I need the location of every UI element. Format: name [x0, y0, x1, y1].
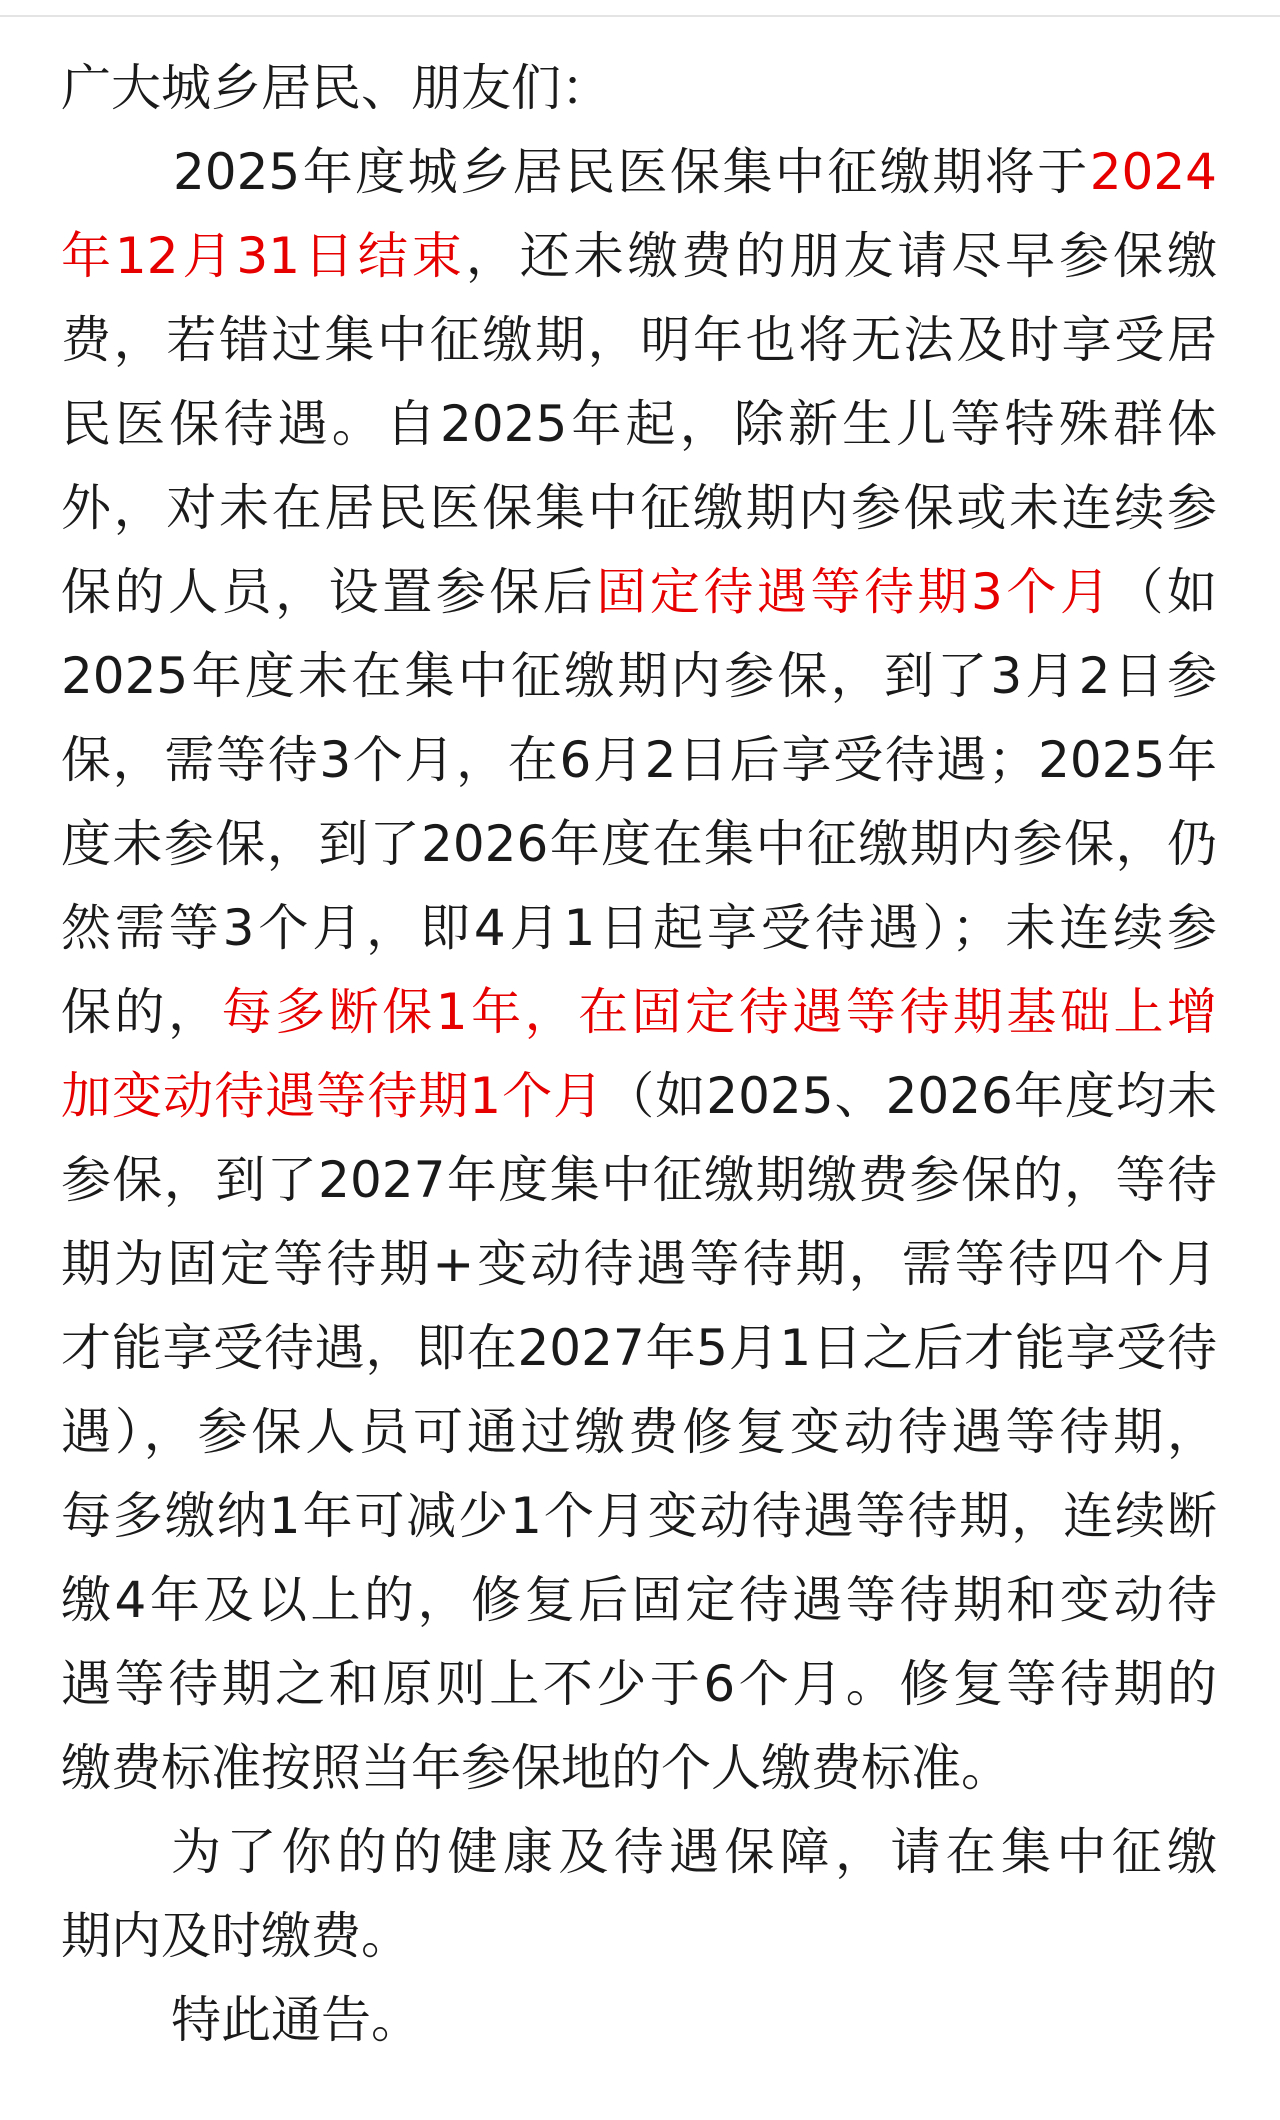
body-text: 保，需等待3个月，在6月2日后享受待遇；2025年 — [61, 731, 1217, 789]
notice-line — [61, 1810, 1217, 1894]
notice-line — [61, 1894, 1217, 1978]
notice-line — [61, 550, 1217, 634]
notice-line — [61, 466, 1217, 550]
notice-line — [61, 214, 1217, 298]
body-text: 每多缴纳1年可减少1个月变动待遇等待期，连续断 — [61, 1487, 1217, 1545]
body-text: 外，对未在居民医保集中征缴期内参保或未连续参 — [61, 479, 1217, 537]
notice-line — [61, 130, 1217, 214]
body-text: 2025年度城乡居民医保集中征缴期将于 — [173, 143, 1090, 201]
body-text: 参保，到了2027年度集中征缴期缴费参保的，等待 — [61, 1151, 1217, 1209]
body-text: 期内及时缴费。 — [61, 1907, 411, 1965]
highlighted-text: 2024 — [1089, 143, 1217, 201]
notice-body — [61, 46, 1217, 2062]
body-text: 广大城乡居民、朋友们： — [61, 59, 611, 117]
body-text: 遇），参保人员可通过缴费修复变动待遇等待期， — [61, 1403, 1217, 1461]
body-text: 度未参保，到了2026年度在集中征缴期内参保，仍 — [61, 815, 1217, 873]
notice-line — [61, 298, 1217, 382]
top-divider — [0, 15, 1280, 17]
body-text: 缴费标准按照当年参保地的个人缴费标准。 — [61, 1739, 1011, 1797]
body-text: 费，若错过集中征缴期，明年也将无法及时享受居 — [61, 311, 1217, 369]
notice-line — [61, 802, 1217, 886]
highlighted-text: 年12月31日结束 — [61, 227, 466, 285]
notice-line — [61, 634, 1217, 718]
notice-line — [61, 970, 1217, 1054]
body-text: 为了你的的健康及待遇保障，请在集中征缴 — [171, 1823, 1217, 1881]
body-text: 遇等待期之和原则上不少于6个月。修复等待期的 — [61, 1655, 1217, 1713]
body-text: （如 — [1113, 563, 1218, 621]
body-text: 期为固定等待期+变动待遇等待期，需等待四个月 — [61, 1235, 1217, 1293]
notice-line — [61, 1978, 1217, 2062]
body-text: ，还未缴费的朋友请尽早参保缴 — [465, 227, 1217, 285]
body-text: 然需等3个月，即4月1日起享受待遇）；未连续参 — [61, 899, 1217, 957]
notice-line — [61, 1558, 1217, 1642]
notice-line — [61, 718, 1217, 802]
body-text: 民医保待遇。自2025年起，除新生儿等特殊群体 — [61, 395, 1217, 453]
notice-line — [61, 382, 1217, 466]
body-text: 保的， — [61, 983, 222, 1041]
body-text: 才能享受待遇，即在2027年5月1日之后才能享受待 — [61, 1319, 1217, 1377]
notice-line — [61, 1054, 1217, 1138]
notice-line — [61, 886, 1217, 970]
body-text: （如2025、2026年度均未 — [604, 1067, 1218, 1125]
body-text: 特此通告。 — [171, 1991, 421, 2049]
notice-line — [61, 46, 1217, 130]
notice-line — [61, 1726, 1217, 1810]
notice-line — [61, 1642, 1217, 1726]
highlighted-text: 每多断保1年，在固定待遇等待期基础上增 — [221, 983, 1218, 1041]
body-text: 保的人员，设置参保后 — [61, 563, 597, 621]
notice-line — [61, 1222, 1217, 1306]
highlighted-text: 固定待遇等待期3个月 — [596, 563, 1114, 621]
highlighted-text: 加变动待遇等待期1个月 — [61, 1067, 605, 1125]
notice-line — [61, 1390, 1217, 1474]
body-text: 2025年度未在集中征缴期内参保，到了3月2日参 — [61, 647, 1217, 705]
notice-line — [61, 1138, 1217, 1222]
body-text: 缴4年及以上的，修复后固定待遇等待期和变动待 — [61, 1571, 1217, 1629]
notice-line — [61, 1474, 1217, 1558]
notice-line — [61, 1306, 1217, 1390]
